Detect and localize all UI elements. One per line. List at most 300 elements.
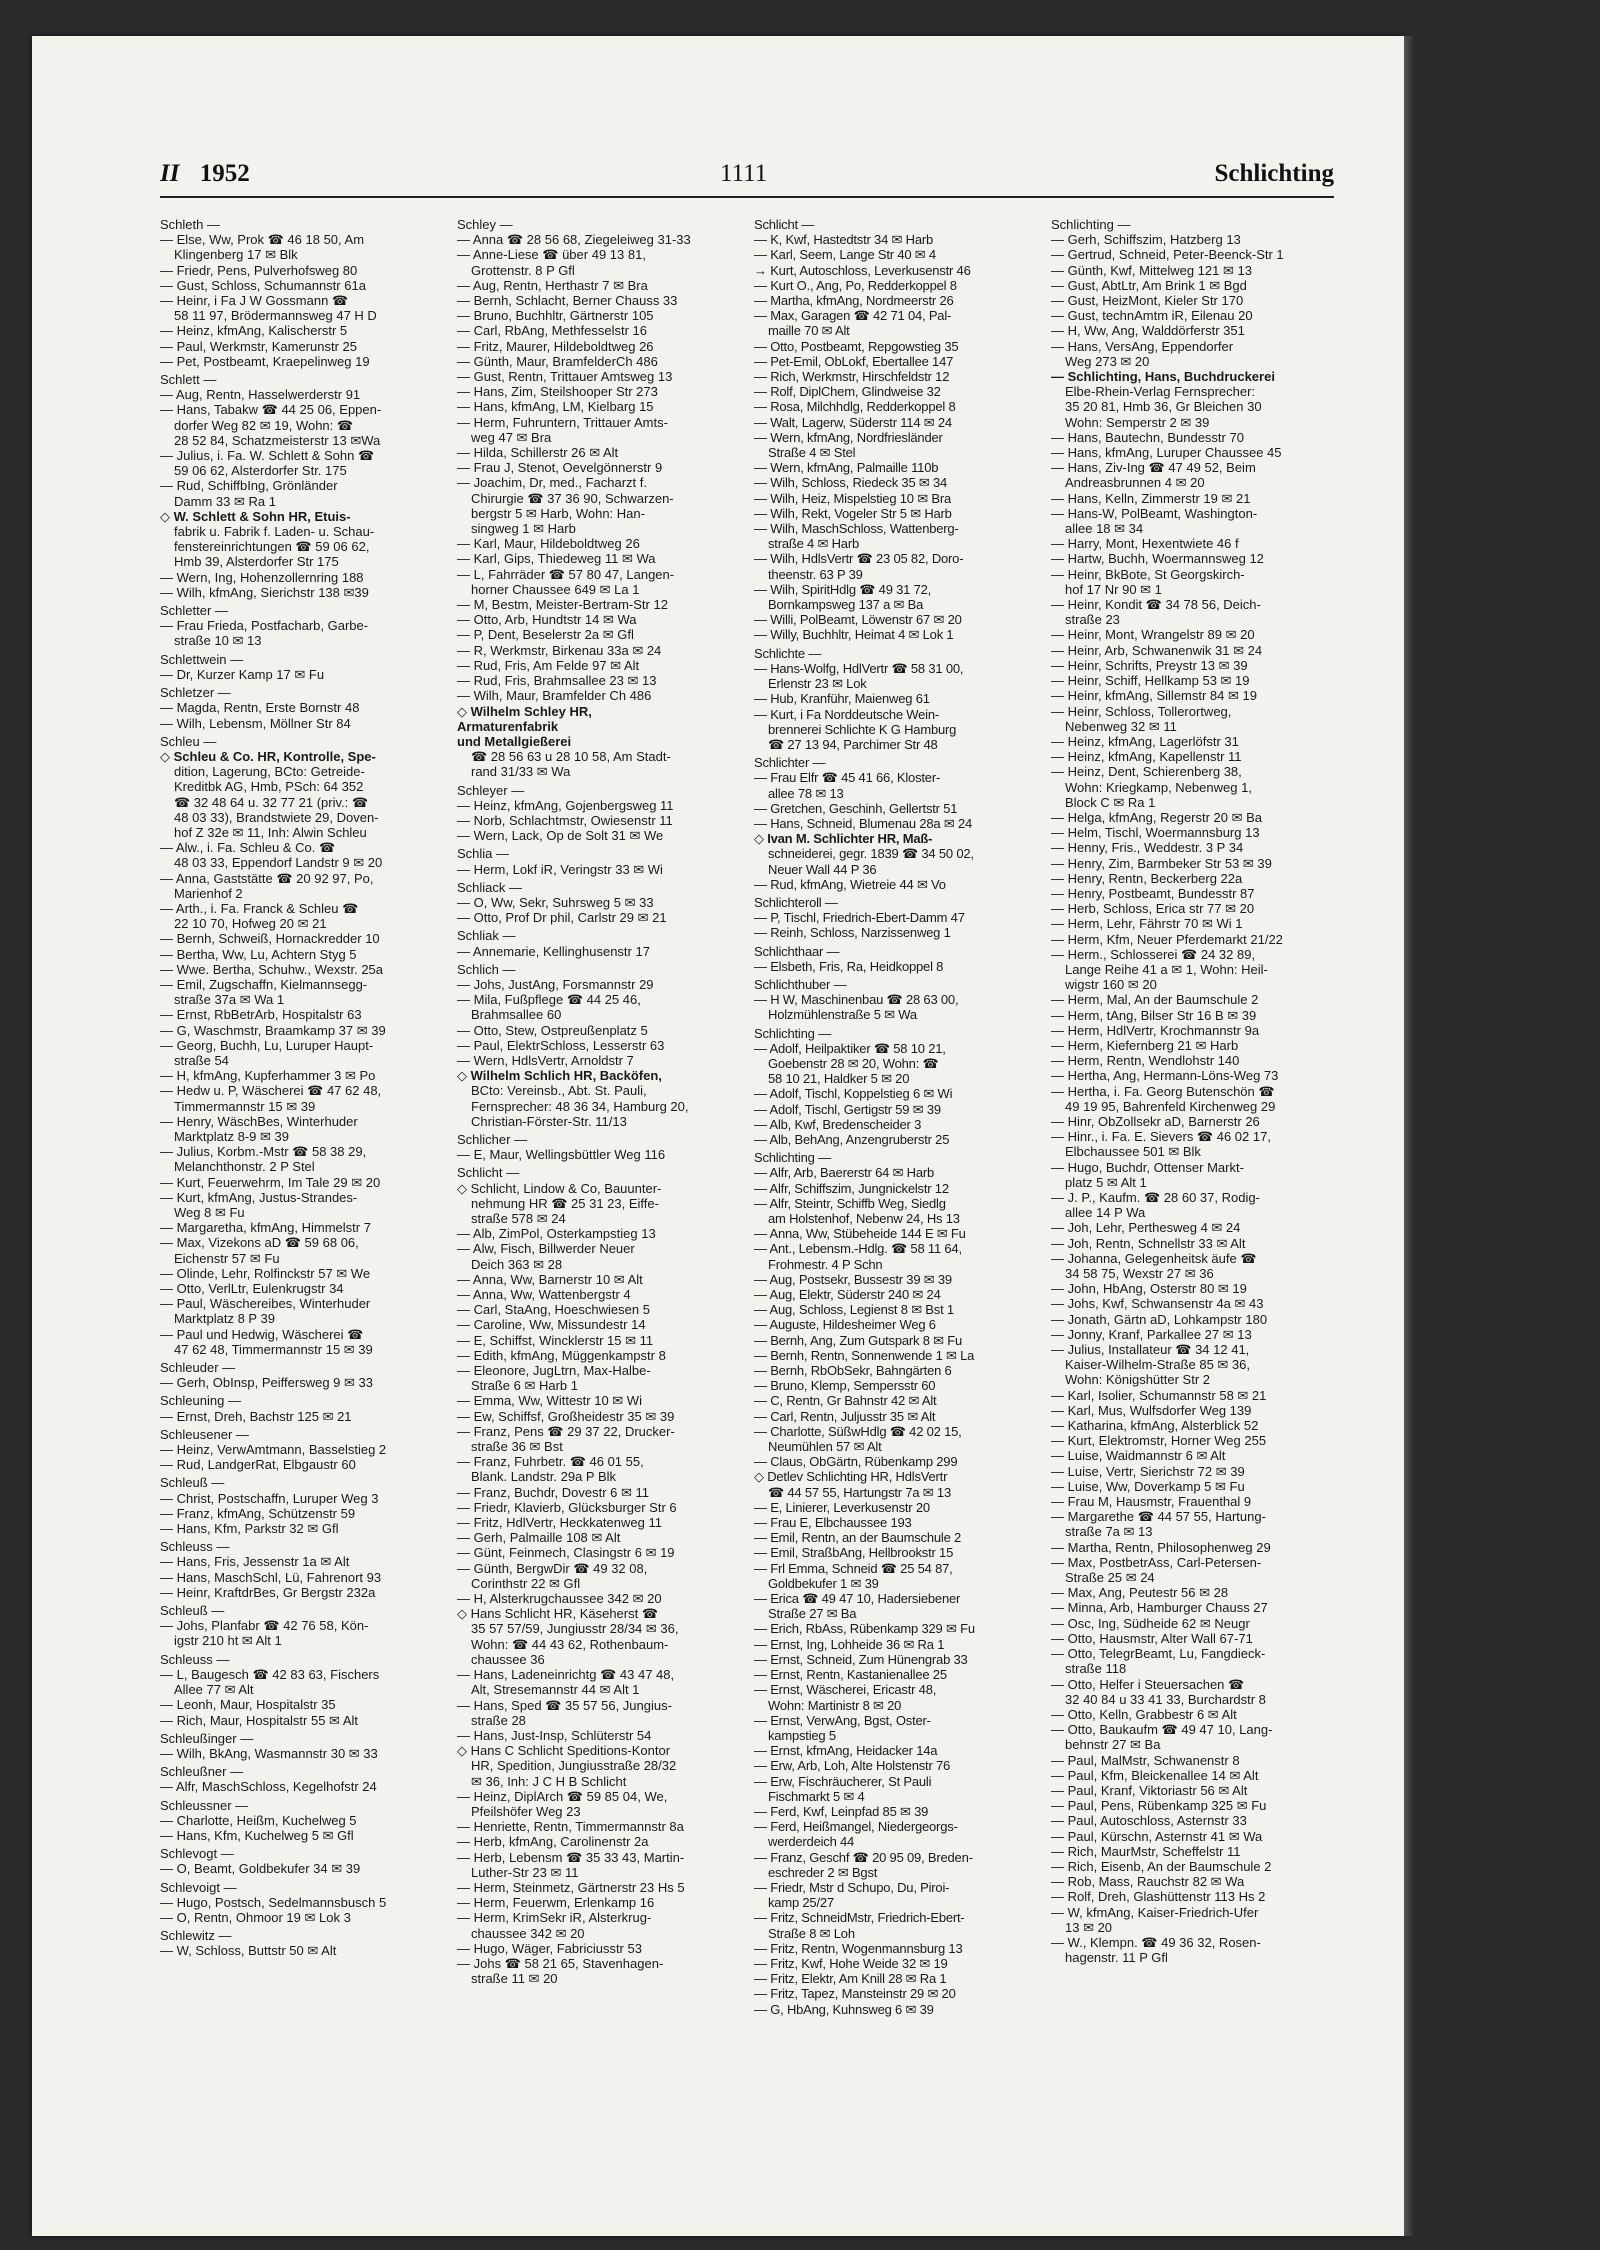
directory-entry: dorfer Weg 82 ✉ 19, Wohn: ☎ <box>174 417 354 433</box>
directory-entry: eschreder 2 ✉ Bgst <box>768 1864 878 1880</box>
directory-entry: — Aug, Postsekr, Bussestr 39 ✉ 39 <box>754 1271 952 1287</box>
directory-entry: — L, Fahrräder ☎ 57 80 47, Langen- <box>457 566 675 582</box>
directory-entry: — Heinr, Schloss, Tollerortweg, <box>1051 703 1232 719</box>
directory-entry: — Wilh, kfmAng, Sierichstr 138 ✉39 <box>160 584 369 600</box>
directory-entry: — Heinr, KraftdrBes, Gr Bergstr 232a <box>160 1584 376 1600</box>
surname-heading: Schlichteroll — <box>754 894 838 910</box>
directory-entry: — Otto, Helfer i Steuersachen ☎ <box>1051 1676 1245 1692</box>
directory-entry: — Frau Frieda, Postfacharb, Garbe- <box>160 618 369 634</box>
directory-entry: — Rolf, DiplChem, Glindweise 32 <box>754 384 941 400</box>
volume-label: II <box>160 160 180 187</box>
directory-entry: Allee 77 ✉ Alt <box>174 1682 254 1698</box>
directory-entry: — Herm, Steinmetz, Gärtnerstr 23 Hs 5 <box>457 1879 685 1895</box>
directory-entry: Fernsprecher: 48 36 34, Hamburg 20, <box>471 1098 689 1114</box>
directory-entry: — Rich, MaurMstr, Scheffelstr 11 <box>1051 1843 1241 1859</box>
directory-entry: — Frau Elfr ☎ 45 41 66, Kloster- <box>754 770 941 786</box>
directory-entry: — Helm, Tischl, Woermannsburg 13 <box>1051 825 1260 841</box>
directory-entry: — Max, PostbetrAss, Carl-Petersen- <box>1051 1554 1262 1570</box>
directory-entry: — Anna, Gaststätte ☎ 20 92 97, Po, <box>160 870 374 886</box>
directory-entry: 13 ✉ 20 <box>1065 1919 1113 1935</box>
directory-entry: — Hedw u. P, Wäscherei ☎ 47 62 48, <box>160 1083 382 1099</box>
directory-entry: Christian-Förster-Str. 11/13 <box>471 1113 627 1129</box>
directory-entry: — Herm, Kfm, Neuer Pferdemarkt 21/22 <box>1051 931 1283 947</box>
directory-entry: — Paul, Kranf, Viktoriastr 56 ✉ Alt <box>1051 1782 1248 1798</box>
directory-entry: — H, Alsterkrugchaussee 342 ✉ 20 <box>457 1591 662 1607</box>
directory-entry: — Friedr, Mstr d Schupo, Du, Piroi- <box>754 1879 950 1895</box>
directory-entry: — Rud, kfmAng, Wietreie 44 ✉ Vo <box>754 876 946 892</box>
directory-entry: — Wern, Lack, Op de Solt 31 ✉ We <box>457 828 664 844</box>
surname-heading: Schleu — <box>160 733 217 749</box>
directory-entry: Weg 273 ✉ 20 <box>1065 353 1150 369</box>
directory-entry: — Herm, Lokf iR, Veringstr 33 ✉ Wi <box>457 861 663 877</box>
directory-entry: straße 4 ✉ Harb <box>768 536 859 552</box>
directory-entry: — Ferd, Kwf, Leinpfad 85 ✉ 39 <box>754 1803 929 1819</box>
directory-entry: — Herm, Rentn, Wendlohstr 140 <box>1051 1053 1240 1069</box>
volume-year <box>160 160 250 188</box>
directory-entry: — Hans, kfmAng, Luruper Chaussee 45 <box>1051 445 1282 461</box>
directory-entry: Neumühlen 57 ✉ Alt <box>768 1439 882 1455</box>
directory-entry: — Gust, Rentn, Trittauer Amtsweg 13 <box>457 369 673 385</box>
surname-heading: Schletzer — <box>160 685 231 701</box>
page-number: 1111 <box>720 160 768 187</box>
directory-entry: — Osc, Ing, Südheide 62 ✉ Neugr <box>1051 1615 1250 1631</box>
directory-entry: — Henry, Rentn, Beckerberg 22a <box>1051 870 1243 886</box>
directory-entry: — W., Klempn. ☎ 49 36 32, Rosen- <box>1051 1934 1261 1950</box>
directory-entry: — Franz, kfmAng, Schützenstr 59 <box>160 1505 356 1521</box>
surname-heading: Schleuder — <box>160 1360 236 1376</box>
directory-entry: — Ernst, Rentn, Kastanienallee 25 <box>754 1667 947 1683</box>
directory-entry: — Gust, technAmtm iR, Eilenau 20 <box>1051 308 1253 324</box>
directory-entry: — Hans, MaschSchl, Lü, Fahrenort 93 <box>160 1569 382 1585</box>
directory-entry: — Hartw, Buchh, Woermannsweg 12 <box>1051 551 1264 567</box>
directory-entry: — Wern, HdlsVertr, Arnoldstr 7 <box>457 1052 634 1068</box>
directory-entry: — Anna ☎ 28 56 68, Ziegeleiweg 31-33 <box>457 232 691 248</box>
directory-entry: Kaiser-Wilhelm-Straße 85 ✉ 36, <box>1065 1357 1251 1373</box>
directory-entry: — Aug, Rentn, Herthastr 7 ✉ Bra <box>457 277 648 293</box>
directory-entry: — G, HbAng, Kuhnsweg 6 ✉ 39 <box>754 2001 934 2017</box>
directory-entry: — Friedr, Klavierb, Glücksburger Str 6 <box>457 1499 677 1515</box>
directory-entry: — Kurt, i Fa Norddeutsche Wein- <box>754 706 940 722</box>
directory-entry: — C, Rentn, Gr Bahnstr 42 ✉ Alt <box>754 1393 937 1409</box>
directory-entry: — Aug, Elektr, Süderstr 240 ✉ 24 <box>754 1287 941 1303</box>
directory-entry: — Eleonore, JugLtrn, Max-Halbe- <box>457 1363 651 1379</box>
surname-heading: Schlettwein — <box>160 651 244 667</box>
directory-entry: — H, kfmAng, Kupferhammer 3 ✉ Po <box>160 1068 376 1084</box>
directory-entry: — Fritz, Kwf, Hohe Weide 32 ✉ 19 <box>754 1955 948 1971</box>
directory-entry: — Max, Garagen ☎ 42 71 04, Pal- <box>754 308 952 324</box>
directory-entry: — Wilh, HdlsVertr ☎ 23 05 82, Doro- <box>754 551 964 567</box>
directory-entry: Chirurgie ☎ 37 36 90, Schwarzen- <box>471 490 674 506</box>
directory-entry: — Heinr, BkBote, St Georgskirch- <box>1051 566 1245 582</box>
directory-entry: — Luise, Ww, Doverkamp 5 ✉ Fu <box>1051 1478 1245 1494</box>
directory-entry: — Alw., i. Fa. Schleu & Co. ☎ <box>160 840 336 856</box>
directory-entry: — Otto, Arb, Hundtstr 14 ✉ Wa <box>457 612 637 628</box>
directory-entry: — Kurt O., Ang, Po, Redderkoppel 8 <box>754 277 957 293</box>
directory-entry: ☎ 27 13 94, Parchimer Str 48 <box>768 736 938 752</box>
directory-entry: — Kurt, kfmAng, Justus-Strandes- <box>160 1189 358 1205</box>
directory-entry: — Alb, ZimPol, Osterkampstieg 13 <box>457 1226 656 1242</box>
directory-entry: — Erich, RbAss, Rübenkamp 329 ✉ Fu <box>754 1621 975 1637</box>
directory-entry: — Bernh, Schweiß, Hornackredder 10 <box>160 931 380 947</box>
directory-entry: — Herb, kfmAng, Carolinenstr 2a <box>457 1834 649 1850</box>
directory-entry: — J. P., Kaufm. ☎ 28 60 37, Rodig- <box>1051 1190 1260 1205</box>
directory-entry: — Alfr, Arb, Baererstr 64 ✉ Harb <box>754 1165 935 1181</box>
firm-entry: ◇ Ivan M. Schlichter HR, Maß- <box>754 831 933 847</box>
directory-entry: — Heinz, DiplArch ☎ 59 85 04, We, <box>457 1788 668 1804</box>
directory-entry: — H, Ww, Ang, Walddörferstr 351 <box>1051 323 1245 339</box>
directory-entry: — Alfr, Schiffszim, Jungnickelstr 12 <box>754 1180 949 1196</box>
directory-entry: → Kurt, Autoschloss, Leverkusenstr 46 <box>754 262 971 278</box>
firm-entry: Armaturenfabrik <box>457 718 559 734</box>
surname-heading: Schleuß — <box>160 1475 225 1491</box>
directory-entry: — Walt, Lagerw, Süderstr 114 ✉ 24 <box>754 414 952 430</box>
directory-entry: Eichenstr 57 ✉ Fu <box>174 1250 280 1266</box>
surname-heading: Schlevoigt — <box>160 1879 237 1895</box>
directory-entry: — Henry, Zim, Barmbeker Str 53 ✉ 39 <box>1051 855 1272 871</box>
directory-entry: — Heinr, Arb, Schwanenwik 31 ✉ 24 <box>1051 642 1263 658</box>
directory-entry: — Joh, Rentn, Schnellstr 33 ✉ Alt <box>1051 1235 1246 1251</box>
directory-entry: — Otto, Stew, Ostpreußenplatz 5 <box>457 1022 648 1038</box>
surname-heading: Schlichter — <box>754 755 826 771</box>
directory-entry: — Herm, KrimSekr iR, Alsterkrug- <box>457 1910 652 1926</box>
directory-entry: — Ernst, Wäscherei, Ericastr 48, <box>754 1682 937 1698</box>
directory-entry: — Alw, Fisch, Billwerder Neuer <box>457 1241 635 1257</box>
directory-entry: — Gerh, Palmaille 108 ✉ Alt <box>457 1530 621 1546</box>
directory-entry: — Wilh, Heiz, Mispelstieg 10 ✉ Bra <box>754 490 951 506</box>
directory-entry: horner Chaussee 649 ✉ La 1 <box>471 581 640 597</box>
directory-entry: — Erw, Arb, Loh, Alte Holstenstr 76 <box>754 1758 951 1774</box>
directory-entry: — Wern, kfmAng, Palmaille 110b <box>754 460 939 476</box>
directory-entry: — Wilh, SpiritHdlg ☎ 49 31 72, <box>754 581 932 597</box>
column-4 <box>1051 214 1338 2204</box>
directory-entry: — Herb, Lebensm ☎ 35 33 43, Martin- <box>457 1849 685 1865</box>
surname-heading: Schlicht — <box>457 1165 520 1181</box>
directory-entry: weg 47 ✉ Bra <box>471 429 552 445</box>
directory-entry: — Henry, WäschBes, Winterhuder <box>160 1113 358 1129</box>
directory-entry: Elbe-Rhein-Verlag Fernsprecher: <box>1065 384 1256 400</box>
directory-entry: kampstieg 5 <box>768 1727 836 1743</box>
directory-entry: — Otto, Prof Dr phil, Carlstr 29 ✉ 21 <box>457 910 667 926</box>
directory-entry: straße 7a ✉ 13 <box>1065 1524 1153 1540</box>
directory-entry: Lange Reihe 41 a ✉ 1, Wohn: Heil- <box>1065 961 1268 977</box>
directory-entry: — Herm, Mal, An der Baumschule 2 <box>1051 992 1259 1008</box>
directory-entry: — E, Schiffst, Wincklerstr 15 ✉ 11 <box>457 1332 654 1348</box>
directory-entry: brennerei Schlichte K G Hamburg <box>768 721 957 737</box>
directory-entry: — Hans, VersAng, Eppendorfer <box>1051 338 1234 354</box>
directory-entry: — K, Kwf, Hastedtstr 34 ✉ Harb <box>754 232 934 248</box>
scan-edge-shadow <box>1404 36 1414 2236</box>
directory-entry: straße 54 <box>174 1052 229 1068</box>
directory-entry: — Aug, Schloss, Legienst 8 ✉ Bst 1 <box>754 1302 954 1318</box>
directory-entry: — Hans, Sped ☎ 35 57 56, Jungius- <box>457 1697 672 1713</box>
directory-entry: — Adolf, Tischl, Koppelstieg 6 ✉ Wi <box>754 1086 953 1102</box>
directory-entry: — Wilh, Rekt, Vogeler Str 5 ✉ Harb <box>754 505 952 521</box>
directory-entry: straße 11 ✉ 20 <box>471 1971 558 1987</box>
directory-entry: — Rud, Fris, Brahmsallee 23 ✉ 13 <box>457 673 657 689</box>
directory-entry: Deich 363 ✉ 28 <box>471 1256 563 1272</box>
directory-entry: — P, Tischl, Friedrich-Ebert-Damm 47 <box>754 910 965 926</box>
directory-entry: — Henriette, Rentn, Timmermannstr 8a <box>457 1819 684 1835</box>
directory-entry: — Ernst, RbBetrArb, Hospitalstr 63 <box>160 1007 362 1023</box>
directory-entry: Frohmestr. 4 P Schn <box>768 1256 883 1272</box>
directory-entry: — Erw, Fischräucherer, St Pauli <box>754 1773 932 1789</box>
column-1 <box>160 214 447 2204</box>
directory-entry: — Paul, Autoschloss, Asternstr 33 <box>1051 1813 1247 1829</box>
directory-entry: Wohn: ☎ 44 43 62, Rothenbaum- <box>471 1636 669 1652</box>
directory-entry: — Franz, Geschf ☎ 20 95 09, Breden- <box>754 1849 973 1865</box>
directory-entry: am Holstenhof, Nebenw 24, Hs 13 <box>768 1211 960 1226</box>
directory-entry: — Hans-W, PolBeamt, Washington- <box>1051 505 1258 521</box>
directory-entry: — Wwe. Bertha, Schuhw., Wexstr. 25a <box>160 961 384 977</box>
directory-entry: — Anne-Liese ☎ über 49 13 81, <box>457 247 646 263</box>
directory-entry: — H W, Maschinenbau ☎ 28 63 00, <box>754 992 959 1008</box>
directory-entry: — Pet, Postbeamt, Kraepelinweg 19 <box>160 353 370 369</box>
directory-entry: theenstr. 63 P 39 <box>768 566 863 582</box>
directory-entry: allee 14 P Wa <box>1065 1205 1146 1221</box>
surname-heading: Schleußner — <box>160 1764 244 1780</box>
directory-entry: — Rosa, Milchhdlg, Redderkoppel 8 <box>754 399 956 415</box>
directory-entry: — Herm, HdlVertr, Krochmannstr 9a <box>1051 1022 1260 1038</box>
directory-entry: Erlenstr 23 ✉ Lok <box>768 676 867 692</box>
directory-entry: — Emil, StraßbAng, Hellbrookstr 15 <box>754 1545 954 1561</box>
directory-entry: — Harry, Mont, Hexentwiete 46 f <box>1051 536 1239 552</box>
directory-entry: — Emil, Zugschaffn, Kielmannsegg- <box>160 976 368 992</box>
directory-entry: Marktplatz 8 P 39 <box>174 1311 275 1327</box>
directory-entry: — Martha, Rentn, Philosophenweg 29 <box>1051 1539 1271 1555</box>
directory-entry: — Gretchen, Geschinh, Gellertstr 51 <box>754 800 958 816</box>
directory-entry: — Max, Vizekons aD ☎ 59 68 06, <box>160 1235 359 1251</box>
directory-entry: HR, Spedition, Jungiusstraße 28/32 <box>471 1758 677 1774</box>
directory-entry: — Heinr, Mont, Wrangelstr 89 ✉ 20 <box>1051 627 1255 643</box>
directory-entry: — Paul, Kürschn, Asternstr 41 ✉ Wa <box>1051 1828 1263 1844</box>
directory-entry: Goebenstr 28 ✉ 20, Wohn: ☎ <box>768 1055 939 1071</box>
directory-entry: — Julius, Installateur ☎ 34 12 41, <box>1051 1342 1250 1358</box>
directory-entry: — Wilh, Schloss, Riedeck 35 ✉ 34 <box>754 475 948 491</box>
directory-entry: nehmung HR ☎ 25 31 23, Eiffe- <box>471 1195 659 1211</box>
directory-entry: — Olinde, Lehr, Rolfinckstr 57 ✉ We <box>160 1265 371 1281</box>
directory-entry: straße 36 ✉ Bst <box>471 1439 563 1455</box>
directory-entry: — Emil, Rentn, an der Baumschule 2 <box>754 1530 962 1546</box>
directory-entry: — Otto, TelegrBeamt, Lu, Fangdieck- <box>1051 1646 1266 1662</box>
directory-entry: — Auguste, Hildesheimer Weg 6 <box>754 1317 936 1333</box>
directory-entry: — Karl, Isolier, Schumannstr 58 ✉ 21 <box>1051 1387 1267 1403</box>
directory-entry: — Johs, JustAng, Forsmannstr 29 <box>457 976 654 992</box>
directory-entry: — Hans, Just-Insp, Schlüterstr 54 <box>457 1727 652 1743</box>
directory-entry: Fischmarkt 5 ✉ 4 <box>768 1788 865 1804</box>
directory-entry: — Gertrud, Schneid, Peter-Beenck-Str 1 <box>1051 247 1284 263</box>
directory-entry: — Ferd, Heißmangel, Niedergeorgs- <box>754 1819 958 1835</box>
directory-entry: Weg 8 ✉ Fu <box>174 1205 245 1220</box>
surname-heading: Schlichting — <box>1051 217 1131 232</box>
directory-entry: — Fritz, HdlVertr, Heckkatenweg 11 <box>457 1515 662 1531</box>
directory-entry: — Herm., Schlosserei ☎ 24 32 89, <box>1051 946 1256 962</box>
directory-entry: — Max, Ang, Peutestr 56 ✉ 28 <box>1051 1585 1229 1601</box>
directory-entry: singweg 1 ✉ Harb <box>471 521 576 537</box>
directory-entry: straße 10 ✉ 13 <box>174 633 262 649</box>
directory-entry: — Willi, PolBeamt, Löwenstr 67 ✉ 20 <box>754 612 962 628</box>
directory-entry: Pfeilshöfer Weg 23 <box>471 1803 581 1819</box>
directory-entry: — Heinr, Schiff, Hellkamp 53 ✉ 19 <box>1051 673 1250 689</box>
directory-entry: — Reinh, Schloss, Narzissenweg 1 <box>754 925 951 941</box>
directory-entry: — Rolf, Dreh, Glashüttenstr 113 Hs 2 <box>1051 1889 1266 1905</box>
surname-heading: Schlevogt — <box>160 1846 234 1862</box>
surname-heading: Schlichthuber — <box>754 976 847 992</box>
directory-entry: — Karl, Gips, Thiedeweg 11 ✉ Wa <box>457 551 656 567</box>
directory-entry: Timmermannstr 15 ✉ 39 <box>174 1098 316 1114</box>
directory-entry: Neuer Wall 44 P 36 <box>768 861 877 877</box>
directory-entry: — Wilh, Lebensm, Möllner Str 84 <box>160 715 351 731</box>
directory-entry: — Emma, Ww, Wittestr 10 ✉ Wi <box>457 1393 642 1409</box>
directory-entry: — Fritz, Maurer, Hildeboldtweg 26 <box>457 338 654 354</box>
directory-entry: — Martha, kfmAng, Nordmeerstr 26 <box>754 293 954 309</box>
directory-entry: — Paul, Pens, Rübenkamp 325 ✉ Fu <box>1051 1798 1267 1814</box>
directory-entry: — Günth, BergwDir ☎ 49 32 08, <box>457 1560 648 1576</box>
directory-entry: 49 19 95, Bahrenfeld Kirchenweg 29 <box>1065 1098 1276 1114</box>
directory-entry: — Hinr, ObZollsekr aD, Barnerstr 26 <box>1051 1113 1260 1129</box>
directory-entry: — Fritz, Elektr, Am Knill 28 ✉ Ra 1 <box>754 1971 947 1987</box>
surname-heading: Schlichthaar — <box>754 943 840 959</box>
directory-entry: — Hans, Ladeneinrichtg ☎ 43 47 48, <box>457 1667 675 1683</box>
directory-entry: — Kurt, Feuerwehrm, Im Tale 29 ✉ 20 <box>160 1174 381 1190</box>
directory-entry: — Margaretha, kfmAng, Himmelstr 7 <box>160 1220 371 1236</box>
directory-entry: — O, Ww, Sekr, Suhrsweg 5 ✉ 33 <box>457 894 654 910</box>
directory-entry: — Bertha, Ww, Lu, Achtern Styg 5 <box>160 946 357 962</box>
directory-entry: — Luise, Vertr, Sierichstr 72 ✉ 39 <box>1051 1463 1245 1479</box>
directory-entry: Nebenweg 32 ✉ 11 <box>1065 718 1177 734</box>
directory-entry: Brahmsallee 60 <box>471 1007 562 1023</box>
surname-heading: Schleuss — <box>160 1651 230 1667</box>
directory-entry: Straße 27 ✉ Ba <box>768 1606 857 1622</box>
directory-entry: — Anna, Ww, Wattenbergstr 4 <box>457 1287 631 1303</box>
directory-entry: — Herm, Feuerwm, Erlenkamp 16 <box>457 1895 655 1911</box>
directory-entry: — Paul, MalMstr, Schwanenstr 8 <box>1051 1752 1240 1768</box>
surname-heading: Schleussner — <box>160 1797 249 1813</box>
directory-entry: — Hans, Zim, Steilshooper Str 273 <box>457 384 658 400</box>
directory-entry: — Hans, Fris, Jessenstr 1a ✉ Alt <box>160 1554 350 1570</box>
directory-entry: — Frau E, Elbchaussee 193 <box>754 1515 912 1531</box>
firm-entry: ◇ Wilhelm Schley HR, <box>457 703 592 719</box>
directory-entry: ☎ 28 56 63 u 28 10 58, Am Stadt- <box>471 749 671 765</box>
directory-entry: chaussee 342 ✉ 20 <box>471 1925 585 1941</box>
directory-entry: — Minna, Arb, Hamburger Chauss 27 <box>1051 1600 1268 1616</box>
directory-entry: — O, Beamt, Goldbekufer 34 ✉ 39 <box>160 1861 361 1877</box>
directory-entry: — Elsbeth, Fris, Ra, Heidkoppel 8 <box>754 958 944 974</box>
surname-heading: Schley — <box>457 217 513 232</box>
directory-entry: ☎ 32 48 64 u. 32 77 21 (priv.: ☎ <box>174 794 369 810</box>
directory-entry: Bornkampsweg 137 a ✉ Ba <box>768 597 924 613</box>
surname-heading: Schlich — <box>457 961 516 977</box>
directory-entry: — Ernst, VerwAng, Bgst, Oster- <box>754 1712 931 1728</box>
directory-entry: — Otto, VerlLtr, Eulenkrugstr 34 <box>160 1281 344 1297</box>
directory-entry: — Hans, Bautechn, Bundesstr 70 <box>1051 429 1244 445</box>
directory-entry: — Alfr, MaschSchloss, Kegelhofstr 24 <box>160 1779 377 1795</box>
directory-entry: — P, Dent, Beselerstr 2a ✉ Gfl <box>457 627 634 643</box>
directory-entry: Corinthstr 22 ✉ Gfl <box>471 1575 581 1591</box>
directory-entry: — O, Rentn, Ohmoor 19 ✉ Lok 3 <box>160 1909 351 1925</box>
directory-entry: — Claus, ObGärtn, Rübenkamp 299 <box>754 1454 958 1470</box>
directory-entry: — Pet-Emil, ObLokf, Ebertallee 147 <box>754 353 954 369</box>
directory-entry: dition, Lagerung, BCto: Getreide- <box>174 764 365 780</box>
directory-entry: — Hans-Wolfg, HdlVertr ☎ 58 31 00, <box>754 660 964 676</box>
directory-entry: — Hans, Kelln, Zimmerstr 19 ✉ 21 <box>1051 490 1251 506</box>
directory-entry: straße 118 <box>1065 1661 1127 1677</box>
surname-heading: Schliack — <box>457 879 523 895</box>
directory-entry: — Rich, Maur, Hospitalstr 55 ✉ Alt <box>160 1712 359 1728</box>
directory-entry: Holzmühlenstraße 5 ✉ Wa <box>768 1007 917 1023</box>
directory-entry: — Rud, SchiffbIng, Grönländer <box>160 478 338 494</box>
directory-entry: — Anna, Ww, Barnerstr 10 ✉ Alt <box>457 1271 643 1287</box>
directory-entry: Wohn: Semperstr 2 ✉ 39 <box>1065 414 1210 430</box>
directory-entry: — Ew, Schiffsf, Großheidestr 35 ✉ 39 <box>457 1408 675 1424</box>
directory-entry: — Frau M, Hausmstr, Frauenthal 9 <box>1051 1494 1252 1510</box>
directory-entry: — Franz, Pens ☎ 29 37 22, Drucker- <box>457 1423 675 1439</box>
directory-entry: — Christ, Postschaffn, Luruper Weg 3 <box>160 1490 379 1506</box>
firm-entry: ◇ Wilhelm Schlich HR, Backöfen, <box>457 1068 662 1084</box>
directory-entry: — Heinz, kfmAng, Gojenbergsweg 11 <box>457 797 674 813</box>
directory-entry: behnstr 27 ✉ Ba <box>1065 1737 1161 1753</box>
directory-entry: — Charlotte, SüßwHdlg ☎ 42 02 15, <box>754 1423 962 1439</box>
year-label: 1952 <box>199 160 250 187</box>
directory-entry: Melanchthonstr. 2 P Stel <box>174 1159 315 1175</box>
directory-columns <box>160 214 1340 2204</box>
running-head: Schlichting <box>1214 160 1334 187</box>
directory-entry: — Rich, Eisenb, An der Baumschule 2 <box>1051 1858 1272 1874</box>
directory-entry: — Ant., Lebensm.-Hdlg. ☎ 58 11 64, <box>754 1241 962 1257</box>
directory-entry: — Hertha, Ang, Hermann-Löns-Weg 73 <box>1051 1068 1279 1084</box>
directory-entry: — Wilh, BkAng, Wasmannstr 30 ✉ 33 <box>160 1745 378 1761</box>
directory-entry: — Rud, LandgerRat, Elbgaustr 60 <box>160 1457 356 1473</box>
directory-entry: Wohn: Martinistr 8 ✉ 20 <box>768 1697 902 1713</box>
directory-entry: — Heinr, Schrifts, Preystr 13 ✉ 39 <box>1051 657 1248 673</box>
directory-entry: schneiderei, gegr. 1839 ☎ 34 50 02, <box>768 846 974 862</box>
surname-heading: Schleußinger — <box>160 1730 254 1746</box>
firm-entry: und Metallgießerei <box>457 733 572 749</box>
directory-entry: — M, Bestm, Meister-Bertram-Str 12 <box>457 597 668 613</box>
directory-entry: rand 31/33 ✉ Wa <box>471 764 571 780</box>
directory-entry: ✉ 36, Inh: J C H B Schlicht <box>471 1773 627 1789</box>
directory-entry: 28 52 84, Schatzmeisterstr 13 ✉Wa <box>174 432 381 448</box>
directory-entry: fenstereinrichtungen ☎ 59 06 62, <box>174 539 370 555</box>
directory-entry: — Caroline, Ww, Missundestr 14 <box>457 1317 646 1333</box>
surname-heading: Schleuning — <box>160 1393 241 1409</box>
directory-entry: maille 70 ✉ Alt <box>768 323 850 339</box>
directory-entry: — Fritz, SchneidMstr, Friedrich-Ebert- <box>754 1910 965 1926</box>
directory-entry: — Adolf, Heilpaktiker ☎ 58 10 21, <box>754 1040 946 1056</box>
directory-entry: ◇ Hans Schlicht HR, Käseherst ☎ <box>457 1606 659 1622</box>
directory-entry: — Otto, Hausmstr, Alter Wall 67-71 <box>1051 1630 1253 1646</box>
directory-entry: — Heinr, i Fa J W Gossmann ☎ <box>160 293 349 309</box>
surname-heading: Schlicher — <box>457 1131 528 1147</box>
directory-entry: ☎ 44 57 55, Hartungstr 7a ✉ 13 <box>768 1484 951 1500</box>
directory-entry: — Mila, Fußpflege ☎ 44 25 46, <box>457 992 641 1008</box>
column-3 <box>754 214 1041 2204</box>
page-header <box>160 156 1334 198</box>
directory-entry: — Henny, Fris., Weddestr. 3 P 34 <box>1051 840 1244 856</box>
directory-page <box>32 36 1404 2236</box>
directory-entry: — Heinr, kfmAng, Sillemstr 84 ✉ 19 <box>1051 688 1257 704</box>
directory-entry: — Wern, Ing, Hohenzollernring 188 <box>160 569 364 585</box>
directory-entry: 22 10 70, Hofweg 20 ✉ 21 <box>174 916 327 932</box>
directory-entry: — Annemarie, Kellinghusenstr 17 <box>457 943 650 959</box>
directory-entry: Straße 25 ✉ 24 <box>1065 1570 1155 1586</box>
directory-entry: Marienhof 2 <box>174 885 243 901</box>
directory-entry: — Margarethe ☎ 44 57 55, Hartung- <box>1051 1509 1266 1525</box>
directory-entry: 48 03 33, Eppendorf Landstr 9 ✉ 20 <box>174 855 383 871</box>
directory-entry: — Paul und Hedwig, Wäscherei ☎ <box>160 1326 364 1342</box>
directory-entry: Andreasbrunnen 4 ✉ 20 <box>1065 475 1205 491</box>
directory-entry: — Hans, Kfm, Parkstr 32 ✉ Gfl <box>160 1521 339 1537</box>
directory-entry: straße 23 <box>1065 612 1120 628</box>
